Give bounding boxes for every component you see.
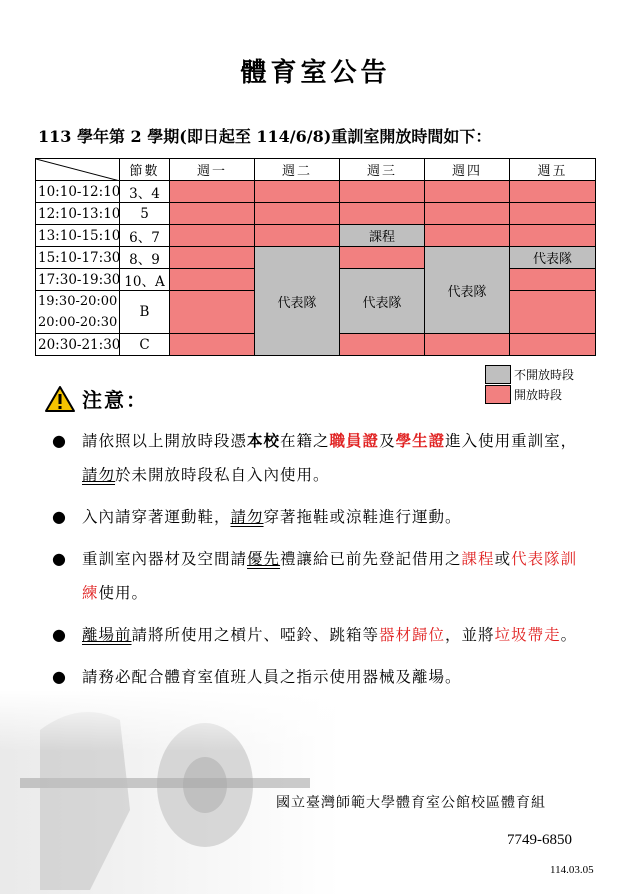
open-slot	[510, 203, 596, 225]
team-training-slot: 代表隊	[510, 247, 596, 269]
rule-text: 入內請穿著運動鞋，請勿穿著拖鞋或涼鞋進行運動。	[82, 508, 462, 526]
table-row	[36, 247, 596, 269]
bullet-icon: ●	[52, 625, 66, 644]
open-slot	[255, 225, 340, 247]
legend-label: 不開放時段	[514, 367, 575, 382]
open-slot	[425, 181, 510, 203]
open-slot	[170, 247, 255, 269]
footer-phone: 7749-6850	[507, 832, 572, 848]
header-day: 週三	[340, 159, 425, 181]
open-slot	[510, 269, 596, 291]
period-cell: 6、7	[120, 225, 170, 247]
open-slot	[340, 334, 425, 356]
open-slot	[510, 181, 596, 203]
list-item	[52, 618, 592, 652]
rule-text: 重訓室內器材及空間請優先禮讓給已前先登記借用之課程或代表隊訓練使用。	[82, 550, 578, 602]
open-slot	[510, 225, 596, 247]
open-slot	[510, 291, 596, 334]
open-slot	[255, 203, 340, 225]
subtitle-prefix: 113 學年第 2 學期(即日起至 114/6/8)	[38, 127, 332, 146]
list-item	[52, 660, 592, 694]
bullet-icon: ●	[52, 549, 66, 568]
rule-text: 請依照以上開放時段憑本校在籍之職員證及學生證進入使用重訓室，請勿於未開放時段私自入內使用。	[82, 431, 578, 484]
rule-text: 請務必配合體育室值班人員之指示使用器械及離場。	[82, 668, 462, 686]
legend-label: 開放時段	[514, 387, 563, 402]
period-cell: 8、9	[120, 247, 170, 269]
header-day: 週五	[510, 159, 596, 181]
open-slot	[340, 203, 425, 225]
time-line: 19:30-20:00	[38, 294, 118, 309]
legend-swatch-open	[485, 385, 511, 404]
time-cell: 17:30-19:30	[36, 269, 120, 291]
list-item	[52, 500, 592, 534]
footer-date: 114.03.05	[550, 864, 594, 876]
header-day: 週四	[425, 159, 510, 181]
table-row	[36, 181, 596, 203]
list-item	[52, 424, 592, 492]
open-slot	[170, 181, 255, 203]
header-period: 節數	[120, 159, 170, 181]
table-row	[36, 203, 596, 225]
open-slot	[340, 247, 425, 269]
subtitle-room: 重訓室	[331, 127, 380, 146]
open-slot	[425, 203, 510, 225]
period-cell: 5	[120, 203, 170, 225]
open-slot	[425, 225, 510, 247]
time-cell: 12:10-13:10	[36, 203, 120, 225]
time-cell	[36, 291, 120, 334]
rule-text: 離場前請將所使用之槓片、啞鈴、跳箱等器材歸位，並將垃圾帶走。	[82, 626, 578, 644]
team-training-slot: 代表隊	[425, 247, 510, 334]
header-corner-cell	[36, 159, 120, 181]
time-cell: 20:30-21:30	[36, 334, 120, 356]
table-row	[36, 225, 596, 247]
bullet-icon: ●	[52, 667, 66, 686]
period-cell: 3、4	[120, 181, 170, 203]
time-cell: 13:10-15:10	[36, 225, 120, 247]
list-item	[52, 542, 592, 610]
header-day: 週二	[255, 159, 340, 181]
notice-heading	[44, 384, 148, 413]
open-slot	[425, 334, 510, 356]
time-cell: 15:10-17:30	[36, 247, 120, 269]
period-cell: C	[120, 334, 170, 356]
time-line: 20:00-20:30	[38, 315, 118, 330]
legend-item-open	[485, 384, 574, 404]
legend-swatch-closed	[485, 365, 511, 384]
notice-label: 注意：	[82, 388, 148, 412]
open-slot	[340, 181, 425, 203]
time-cell: 10:10-12:10	[36, 181, 120, 203]
schedule-subtitle	[38, 124, 491, 147]
table-header-row	[36, 159, 596, 181]
open-slot	[170, 269, 255, 291]
period-cell: B	[120, 291, 170, 334]
open-slot	[510, 334, 596, 356]
bullet-icon: ●	[52, 507, 66, 526]
opening-schedule-table	[35, 158, 596, 356]
legend	[485, 364, 574, 404]
warning-icon	[44, 385, 76, 413]
legend-item-closed	[485, 364, 574, 384]
footer-organization: 國立臺灣師範大學體育室公館校區體育組	[276, 795, 546, 811]
open-slot	[170, 291, 255, 334]
course-slot: 課程	[340, 225, 425, 247]
subtitle-suffix: 開放時間如下：	[379, 127, 492, 146]
header-day: 週一	[170, 159, 255, 181]
bullet-icon: ●	[52, 431, 66, 450]
open-slot	[170, 203, 255, 225]
open-slot	[170, 225, 255, 247]
team-training-slot: 代表隊	[255, 247, 340, 356]
period-cell: 10、A	[120, 269, 170, 291]
open-slot	[170, 334, 255, 356]
page-title: 體育室公告	[240, 58, 391, 88]
team-training-slot: 代表隊	[340, 269, 425, 334]
rules-list	[52, 424, 592, 702]
open-slot	[255, 181, 340, 203]
